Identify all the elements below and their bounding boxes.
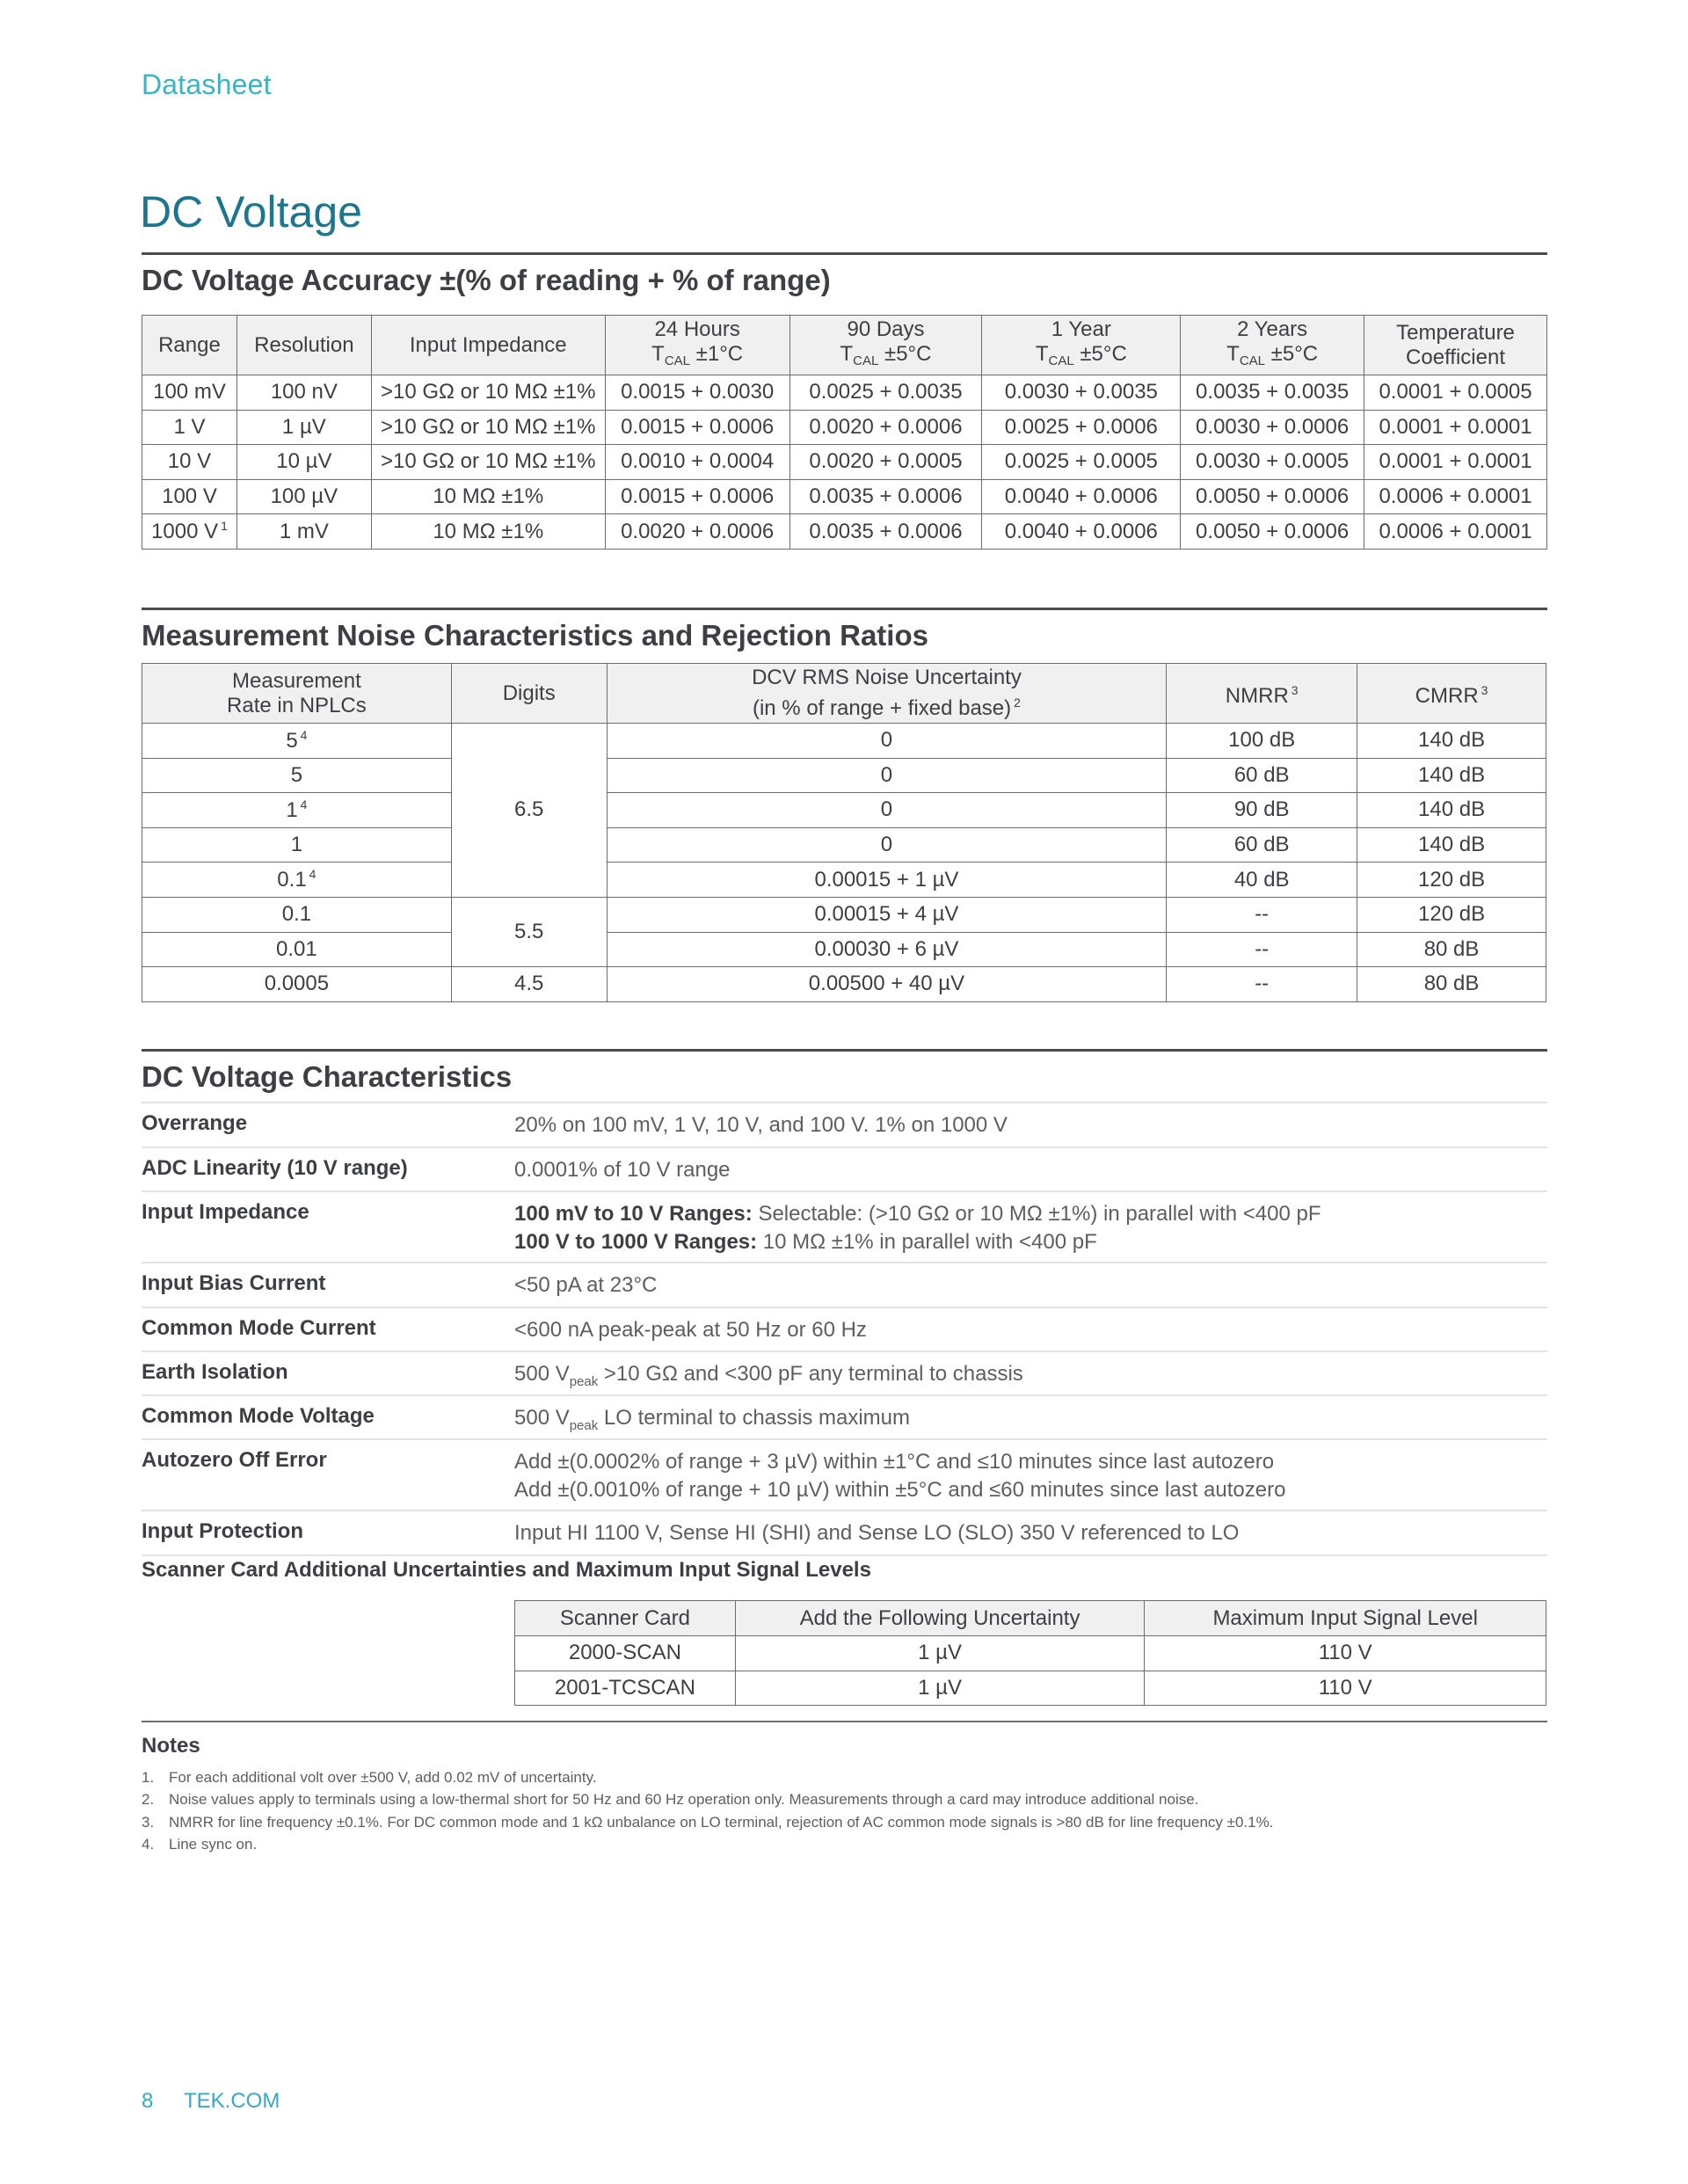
cell-noise: 0.00015 + 4 µV — [607, 897, 1167, 932]
scanner-card-table — [514, 1600, 1546, 1706]
spec-row-autozero-off-error — [142, 1438, 1547, 1510]
spec-value: 500 $V_{peak} >10$ GΩ and <300 pF any terminal to chassis — [514, 1362, 1023, 1389]
cell-2y: 0.0030 + 0.0005 — [1181, 445, 1364, 480]
spec-label: Input Protection — [142, 1519, 303, 1543]
col-90-days: 90 Days $T_{CAL} \pm 5^\circ C$ — [789, 316, 982, 375]
spec-label: Input Impedance — [142, 1200, 309, 1224]
cell-nmrr: 60 dB — [1167, 758, 1357, 793]
cell-cmrr: 140 dB — [1357, 827, 1546, 863]
spec-label: Common Mode Current — [142, 1316, 376, 1340]
spec-row-common-mode-current — [142, 1307, 1547, 1350]
cell-max-level: 110 V — [1145, 1671, 1546, 1706]
cell-2y: 0.0050 + 0.0006 — [1181, 514, 1364, 550]
spec-row-input-protection — [142, 1510, 1547, 1554]
cell-24h: 0.0015 + 0.0006 — [605, 410, 789, 445]
spec-value: <600 nA peak-peak at 50 Hz or 60 Hz — [514, 1318, 867, 1342]
note-item: 1. For each additional volt over ±500 V, add 0.02 mV of uncertainty. — [142, 1769, 597, 1786]
spec-row-adc-linearity — [142, 1147, 1547, 1190]
table-row — [142, 375, 1547, 411]
cell-24h: 0.0020 + 0.0006 — [605, 514, 789, 550]
table-row — [142, 932, 1546, 967]
cell-tempco: 0.0001 + 0.0005 — [1364, 375, 1547, 411]
table-row — [142, 445, 1547, 480]
cell-impedance: >10 GΩ or 10 MΩ ±1% — [371, 445, 605, 480]
cell-cmrr: 120 dB — [1357, 897, 1546, 932]
notes-divider — [142, 1721, 1547, 1722]
table-row — [142, 514, 1547, 550]
cell-noise: 0 — [607, 827, 1167, 863]
cell-tempco: 0.0001 + 0.0001 — [1364, 445, 1547, 480]
spec-label: ADC Linearity (10 V range) — [142, 1156, 408, 1180]
col-measurement-rate: Measurement Rate in NPLCs — [142, 664, 452, 724]
cell-noise: 0 — [607, 758, 1167, 793]
cell-cmrr: 140 dB — [1357, 724, 1546, 759]
spec-row-input-impedance — [142, 1190, 1547, 1262]
accuracy-heading: DC Voltage Accuracy ±(% of reading + % of range) — [142, 264, 831, 296]
cell-tempco: 0.0001 + 0.0001 — [1364, 410, 1547, 445]
spec-label: Common Mode Voltage — [142, 1404, 375, 1428]
table-header-row — [142, 664, 1546, 724]
col-1-year: 1 Year $T_{CAL} \pm 5^\circ C$ — [982, 316, 1181, 375]
cell-resolution: 10 µV — [236, 445, 371, 480]
dc-voltage-accuracy-table — [142, 315, 1547, 550]
cell-digits: 6.5 — [451, 724, 607, 898]
col-cmrr: CMRR $^3$ — [1357, 664, 1546, 724]
col-scanner-card: Scanner Card — [515, 1601, 736, 1636]
cell-range: 10 V — [142, 445, 237, 480]
spec-label: Earth Isolation — [142, 1360, 288, 1384]
cell-rate: 1 $^4$ — [142, 793, 452, 828]
cell-range: 100 mV — [142, 375, 237, 411]
cell-range: 1000 V $^1$ — [142, 514, 237, 550]
cell-nmrr: -- — [1167, 967, 1357, 1002]
table-row — [515, 1671, 1546, 1706]
spec-value: <50 pA at 23°C — [514, 1273, 658, 1297]
table-row — [142, 479, 1547, 514]
cell-rate: 1 — [142, 827, 452, 863]
table-row — [142, 758, 1546, 793]
cell-resolution: 100 µV — [236, 479, 371, 514]
cell-cmrr: 80 dB — [1357, 932, 1546, 967]
cell-tempco: 0.0006 + 0.0001 — [1364, 514, 1547, 550]
cell-noise: 0.00030 + 6 µV — [607, 932, 1167, 967]
cell-digits: 4.5 — [451, 967, 607, 1002]
spec-row-earth-isolation — [142, 1350, 1547, 1394]
noise-rejection-table — [142, 663, 1546, 1002]
cell-nmrr: -- — [1167, 897, 1357, 932]
col-range: Range — [142, 316, 237, 375]
cell-nmrr: 40 dB — [1167, 863, 1357, 898]
col-24-hours: 24 Hours $T_{CAL} \pm 1^\circ C$ — [605, 316, 789, 375]
cell-90d: 0.0025 + 0.0035 — [789, 375, 982, 411]
cell-noise: 0 — [607, 724, 1167, 759]
cell-1y: 0.0025 + 0.0005 — [982, 445, 1181, 480]
row-divider — [142, 1554, 1547, 1556]
cell-2y: 0.0030 + 0.0006 — [1181, 410, 1364, 445]
col-resolution: Resolution — [236, 316, 371, 375]
cell-2y: 0.0050 + 0.0006 — [1181, 479, 1364, 514]
col-2-years: 2 Years $T_{CAL} \pm 5^\circ C$ — [1181, 316, 1364, 375]
spec-row-common-mode-voltage — [142, 1394, 1547, 1438]
table-row — [142, 724, 1546, 759]
cell-90d: 0.0020 + 0.0005 — [789, 445, 982, 480]
cell-1y: 0.0030 + 0.0035 — [982, 375, 1181, 411]
spec-value: 100 mV to 10 V Ranges: Selectable: (>10 GΩ or 10 MΩ ±1%) in parallel with <400 pF 100 V to 1000 V Ranges: 10 MΩ ±1% in parallel with <400 pF — [514, 1202, 1321, 1254]
cell-resolution: 1 mV — [236, 514, 371, 550]
col-uncertainty: Add the Following Uncertainty — [735, 1601, 1145, 1636]
tek-website-link[interactable]: TEK.COM — [184, 2089, 280, 2113]
cell-90d: 0.0035 + 0.0006 — [789, 479, 982, 514]
cell-2y: 0.0035 + 0.0035 — [1181, 375, 1364, 411]
spec-value: 20% on 100 mV, 1 V, 10 V, and 100 V. 1% on 1000 V — [514, 1113, 1008, 1137]
cell-nmrr: 100 dB — [1167, 724, 1357, 759]
cell-nmrr: 60 dB — [1167, 827, 1357, 863]
col-temperature-coefficient: Temperature Coefficient — [1364, 316, 1547, 375]
table-row — [142, 410, 1547, 445]
col-max-input-level: Maximum Input Signal Level — [1145, 1601, 1546, 1636]
table-row — [142, 793, 1546, 828]
cell-1y: 0.0040 + 0.0006 — [982, 514, 1181, 550]
cell-card: 2001-TCSCAN — [515, 1671, 736, 1706]
spec-label: Input Bias Current — [142, 1271, 326, 1295]
cell-rate: 0.01 — [142, 932, 452, 967]
cell-max-level: 110 V — [1145, 1636, 1546, 1671]
cell-24h: 0.0015 + 0.0006 — [605, 479, 789, 514]
cell-noise: 0.00500 + 40 µV — [607, 967, 1167, 1002]
cell-cmrr: 80 dB — [1357, 967, 1546, 1002]
cell-24h: 0.0015 + 0.0030 — [605, 375, 789, 411]
cell-rate: 0.0005 — [142, 967, 452, 1002]
cell-tempco: 0.0006 + 0.0001 — [1364, 479, 1547, 514]
cell-noise: 0.00015 + 1 µV — [607, 863, 1167, 898]
cell-rate: 5 $^4$ — [142, 724, 452, 759]
table-row — [515, 1636, 1546, 1671]
spec-label: Autozero Off Error — [142, 1448, 327, 1472]
page-title: DC Voltage — [140, 187, 362, 237]
table-header-row — [142, 316, 1547, 375]
table-row — [142, 827, 1546, 863]
notes-title: Notes — [142, 1734, 200, 1758]
cell-rate: 5 — [142, 758, 452, 793]
cell-uncertainty: 1 µV — [735, 1636, 1145, 1671]
spec-value: 500 $V_{peak}$ LO terminal to chassis maximum — [514, 1406, 911, 1433]
col-noise-uncertainty: DCV RMS Noise Uncertainty (in % of range + fixed base) $^2$ — [607, 664, 1167, 724]
cell-90d: 0.0035 + 0.0006 — [789, 514, 982, 550]
cell-cmrr: 140 dB — [1357, 793, 1546, 828]
cell-nmrr: -- — [1167, 932, 1357, 967]
cell-impedance: 10 MΩ ±1% — [371, 514, 605, 550]
spec-value: Add ±(0.0002% of range + 3 µV) within ±1°C and ≤10 minutes since last autozero Add ±(0.0010% of range + 10 µV) within ±5°C and ≤60 minutes since last autozero — [514, 1450, 1286, 1502]
cell-resolution: 1 µV — [236, 410, 371, 445]
note-item: 3. NMRR for line frequency ±0.1%. For DC common mode and 1 kΩ unbalance on LO terminal, rejection of AC common mode signals is >80 dB for line frequency ±0.1%. — [142, 1813, 1274, 1831]
cell-1y: 0.0025 + 0.0006 — [982, 410, 1181, 445]
cell-cmrr: 120 dB — [1357, 863, 1546, 898]
cell-noise: 0 — [607, 793, 1167, 828]
section-divider — [142, 608, 1547, 610]
footnote-ref: 1 — [221, 519, 228, 534]
table-header-row — [515, 1601, 1546, 1636]
characteristics-heading: DC Voltage Characteristics — [142, 1060, 513, 1093]
col-nmrr: NMRR $^3$ — [1167, 664, 1357, 724]
spec-row-input-bias-current — [142, 1262, 1547, 1307]
cell-range: 1 V — [142, 410, 237, 445]
note-item: 2. Noise values apply to terminals using a low-thermal short for 50 Hz and 60 Hz operation only. Measurements through a card may introduce additional noise. — [142, 1791, 1199, 1809]
cell-range: 100 V — [142, 479, 237, 514]
scanner-heading: Scanner Card Additional Uncertainties and Maximum Input Signal Levels — [142, 1558, 871, 1582]
section-divider — [142, 1049, 1547, 1052]
cell-1y: 0.0040 + 0.0006 — [982, 479, 1181, 514]
section-divider — [142, 252, 1547, 255]
cell-uncertainty: 1 µV — [735, 1671, 1145, 1706]
table-row — [142, 897, 1546, 932]
cell-card: 2000-SCAN — [515, 1636, 736, 1671]
col-input-impedance: Input Impedance — [371, 316, 605, 375]
notes-list — [142, 1766, 1273, 1855]
table-row — [142, 967, 1546, 1002]
cell-impedance: >10 GΩ or 10 MΩ ±1% — [371, 375, 605, 411]
cell-cmrr: 140 dB — [1357, 758, 1546, 793]
spec-value: Input HI 1100 V, Sense HI (SHI) and Sense LO (SLO) 350 V referenced to LO — [514, 1521, 1240, 1545]
spec-row-overrange — [142, 1102, 1547, 1147]
page-number: 8 — [142, 2089, 154, 2113]
spec-value: 0.0001% of 10 V range — [514, 1158, 731, 1182]
cell-rate: 0.1 — [142, 897, 452, 932]
cell-nmrr: 90 dB — [1167, 793, 1357, 828]
cell-digits: 5.5 — [451, 897, 607, 966]
datasheet-label: Datasheet — [142, 69, 272, 100]
table-row — [142, 863, 1546, 898]
cell-rate: 0.1 $^4$ — [142, 863, 452, 898]
col-digits: Digits — [451, 664, 607, 724]
spec-label: Overrange — [142, 1111, 248, 1135]
cell-impedance: 10 MΩ ±1% — [371, 479, 605, 514]
cell-impedance: >10 GΩ or 10 MΩ ±1% — [371, 410, 605, 445]
cell-24h: 0.0010 + 0.0004 — [605, 445, 789, 480]
cell-90d: 0.0020 + 0.0006 — [789, 410, 982, 445]
note-item: 4. Line sync on. — [142, 1835, 258, 1853]
noise-heading: Measurement Noise Characteristics and Rejection Ratios — [142, 619, 928, 652]
cell-resolution: 100 nV — [236, 375, 371, 411]
